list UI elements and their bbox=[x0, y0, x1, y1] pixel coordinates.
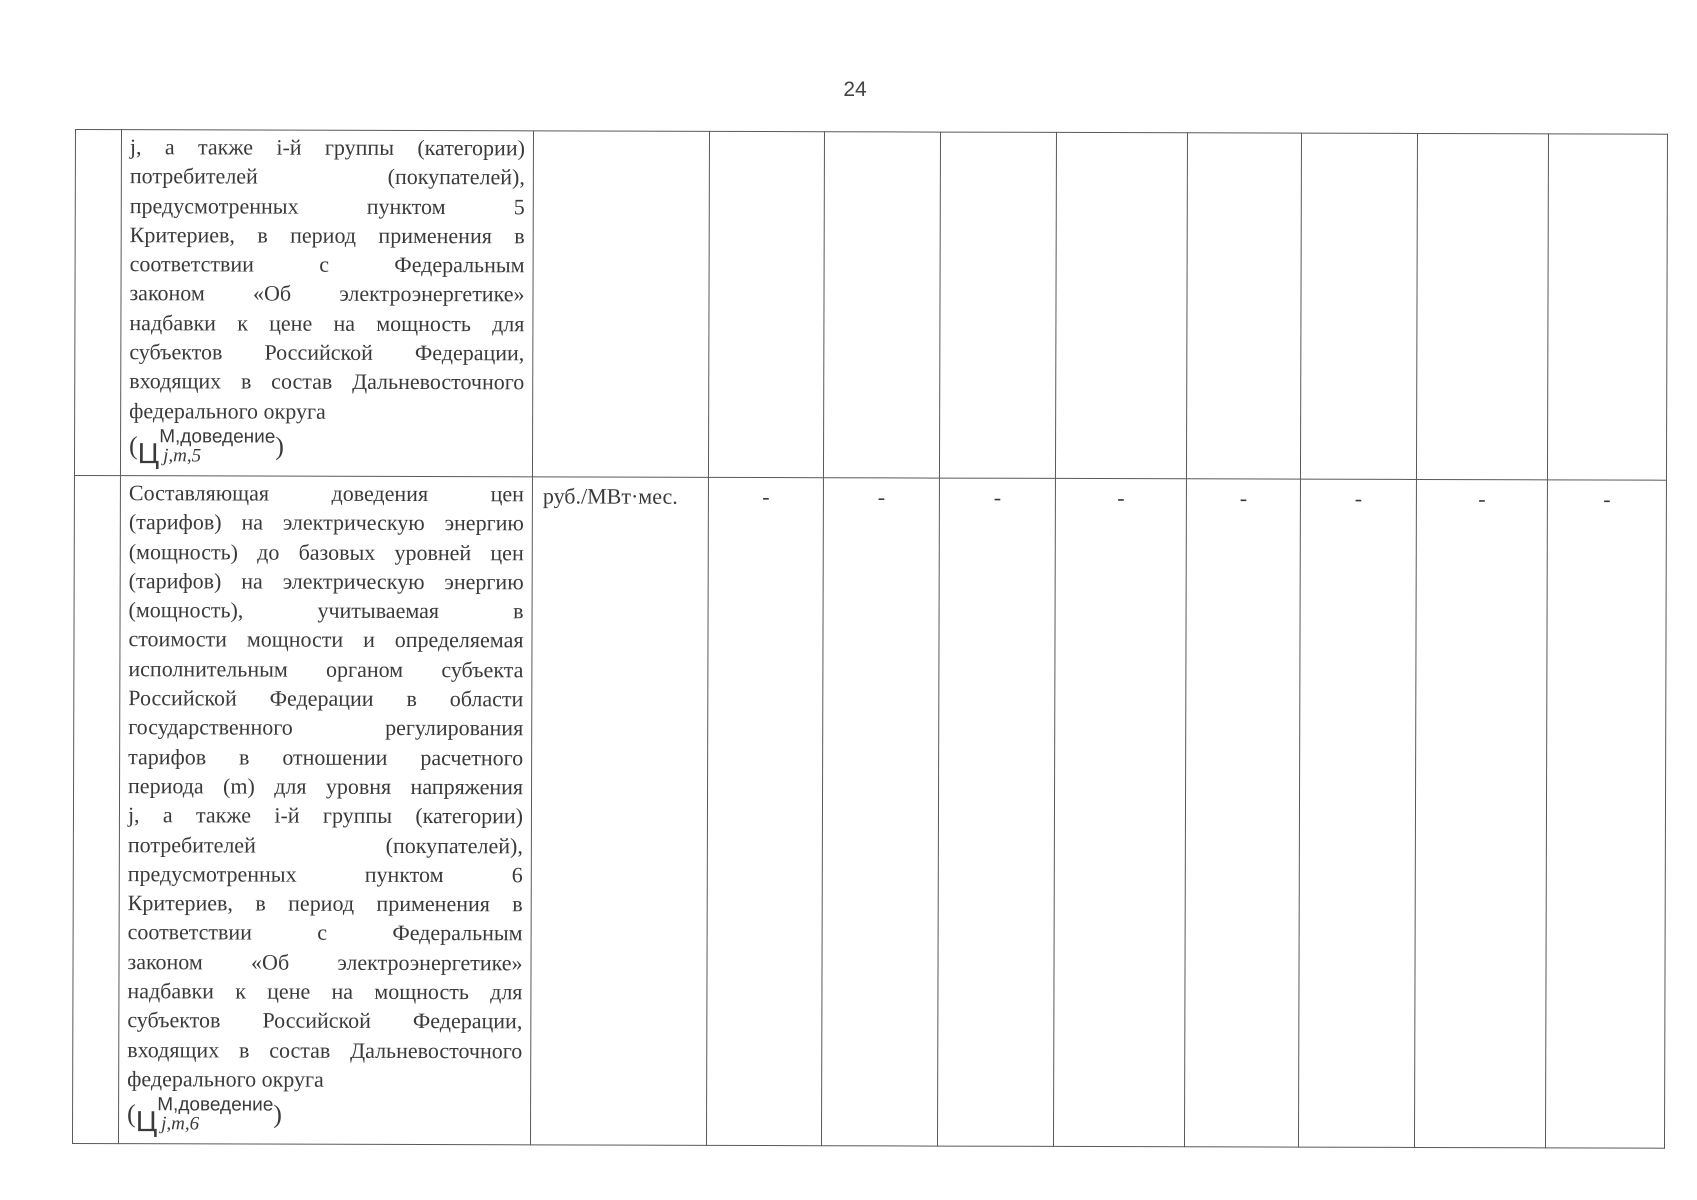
description-line: соответствии с Федеральным bbox=[127, 919, 523, 946]
value-cell: - bbox=[706, 477, 823, 1146]
formula-symbol: Ц bbox=[135, 1106, 158, 1139]
description-line: входящих в состав Дальневосточного bbox=[127, 1036, 523, 1063]
description-line: потребителей (покупателей), bbox=[127, 831, 523, 858]
formula-close-paren: ) bbox=[273, 1099, 283, 1129]
value-cell bbox=[1547, 134, 1667, 480]
description-line: исполнительным органом субъекта bbox=[128, 655, 524, 683]
description-line: периода (m) для уровня напряжения bbox=[128, 773, 524, 800]
value-cell: - bbox=[1414, 479, 1547, 1148]
description-line: тарифов в отношении расчетного bbox=[128, 743, 524, 770]
value-cell: - bbox=[1545, 480, 1666, 1149]
unit-cell bbox=[532, 131, 709, 477]
description-line: Составляющая доведения цен bbox=[128, 480, 524, 507]
value-cell bbox=[1300, 133, 1417, 479]
value-cell: - bbox=[821, 478, 939, 1147]
description-line: субъектов Российской Федерации, bbox=[129, 339, 525, 366]
description-line: субъектов Российской Федерации, bbox=[127, 1007, 523, 1034]
description-cell bbox=[120, 130, 533, 477]
description-line: стоимости мощности и определяемая bbox=[128, 626, 524, 653]
value-cell bbox=[1055, 132, 1187, 478]
description-cell bbox=[118, 476, 532, 1145]
formula bbox=[127, 1095, 522, 1144]
value-cell: - bbox=[937, 478, 1055, 1147]
description-line: j, а также i-й группы (категории) bbox=[129, 134, 525, 161]
description-line: j, а также i-й группы (категории) bbox=[127, 802, 524, 829]
table-row bbox=[74, 130, 1667, 481]
formula-symbol: Ц bbox=[137, 438, 160, 471]
formula-subscript: j,m,6 bbox=[161, 1113, 200, 1135]
value-cell: - bbox=[1298, 479, 1416, 1148]
value-cell: - bbox=[1053, 478, 1186, 1147]
formula-superscript: М,доведение bbox=[157, 1094, 274, 1116]
value-cell bbox=[823, 132, 940, 478]
tariff-table bbox=[72, 129, 1668, 1149]
formula bbox=[129, 427, 524, 476]
description-line: (тарифов) на электрическую энергию bbox=[128, 568, 524, 595]
formula-superscript: М,доведение bbox=[159, 426, 276, 448]
description-line: (тарифов) на электрическую энергию bbox=[128, 509, 524, 536]
description-line: надбавки к цене на мощность для bbox=[127, 978, 523, 1005]
formula-close-paren: ) bbox=[275, 431, 285, 461]
description-line: предусмотренных пунктом 6 bbox=[127, 860, 523, 888]
page-number: 24 bbox=[843, 78, 867, 101]
row-number-cell bbox=[72, 475, 120, 1143]
description-line: входящих в состав Дальневосточного bbox=[129, 368, 525, 395]
row-number-cell bbox=[74, 130, 121, 476]
description-line: законом «Об электроэнергетике» bbox=[127, 948, 523, 976]
formula-subscript: j,m,5 bbox=[163, 445, 202, 467]
value-cell bbox=[708, 131, 824, 477]
table-row bbox=[72, 475, 1666, 1148]
formula-open-paren: ( bbox=[129, 431, 138, 461]
value-cell bbox=[939, 132, 1056, 478]
description-line: законом «Об электроэнергетике» bbox=[129, 280, 525, 307]
description-line: надбавки к цене на мощность для bbox=[129, 309, 525, 337]
description-line: Российской Федерации в области bbox=[128, 685, 524, 712]
value-cell: - bbox=[1184, 479, 1300, 1148]
description-line: соответствии с Федеральным bbox=[129, 251, 525, 278]
description-line: Критериев, в период применения в bbox=[129, 222, 525, 249]
description-line: предусмотренных пунктом 5 bbox=[129, 192, 525, 219]
description-line: федерального округа bbox=[127, 1066, 324, 1092]
description-line: (мощность), учитываемая в bbox=[128, 597, 524, 624]
description-line: Критериев, в период применения в bbox=[127, 890, 523, 917]
description-line: (мощность) до базовых уровней цен bbox=[128, 538, 524, 565]
formula-open-paren: ( bbox=[127, 1099, 136, 1129]
value-cell bbox=[1416, 133, 1548, 479]
description-line: государственного регулирования bbox=[128, 714, 524, 741]
unit-cell: руб./МВт·мес. bbox=[530, 477, 708, 1146]
description-line: потребителей (покупателей), bbox=[129, 163, 525, 190]
value-cell bbox=[1186, 133, 1301, 479]
description-line: федерального округа bbox=[129, 397, 326, 424]
